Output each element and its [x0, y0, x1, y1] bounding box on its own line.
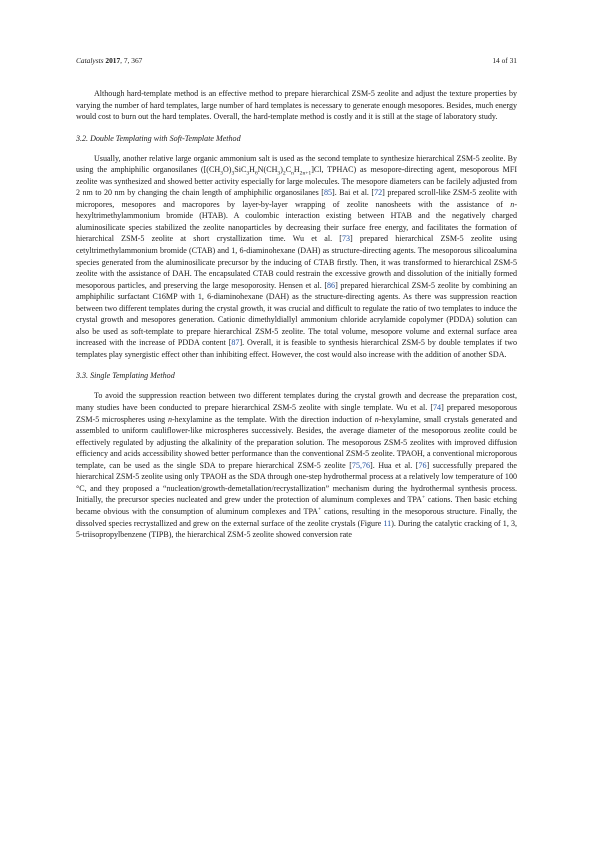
paragraph-double-templating: Usually, another relative large organic ammonium salt is used as the second template to synthesize hierarchical ZSM-5 zeolite. By using the amphiphilic organosilanes ($[(CH_3O)_3SiC_3H_6N(CH_3)_2C_nH_{2n+1}]Cl$, TPHAC) as mesopore-directing agent, mesoporous MFI zeolite was synthesized and showed better activity especially for large molecules. The mesopore diameters can be facilely adjusted from 2 nm to 20 nm by changing the chain length of amphiphilic organosilanes [85]. Bai et al. [72] prepared scroll-like ZSM-5 zeolite with micropores, mesopores and macropores by layer-by-layer wrapping of zeolite nanosheets with the assistance of n-hexyltrimethylammonium bromide (HTAB). A coulombic interaction existing between HTAB and the negatively charged aluminosilicate species stabilized the zeolite nanoparticles by decreasing their surface free energy, and facilitates the formation of hierarchical ZSM-5 zeolite at short crystallization time. Wu et al. [73] prepared hierarchical ZSM-5 zeolite using cetyltrimethylammonium bromide (CTAB) and 1, 6-diaminohexane (DAH) as structure-directing agents. The mesoporous silicoalumina species generated from the aluminosilicate precursor by the inducing of CTAB firstly. Then, it was transformed to hierarchical ZSM-5 zeolite with the assistance of DAH. The encapsulated CTAB could restrain the excessive growth and dissolution of the initially formed mesoporous particles, and preserving the large mesoporosity. Hensen et al. [86] prepared hierarchical ZSM-5 zeolite by combining an amphiphilic surfactant C16MP with 1, 6-diaminohexane (DAH) as the structure-directing agents. As there was suppression reaction between two different templates during the crystal growth, it was crucial and difficult to regulate the ratio of two templates to induce the crystal growth and mesopores generation. Cationic dimethyldiallyl ammonium chloride acrylamide copolymer (PDDA) solution can also be used as soft-template to prepare hierarchical ZSM-5 zeolite. The total volume, mesopore volume and external surface area increased with the increase of PDDA content [87]. Overall, it is feasible to synthesis hierarchical ZSM-5 by double templates if two templates play synergistic effect other than inhibiting effect. However, the cost would also increase with the addition of another SDA. [76, 153, 517, 359]
journal-citation [76, 56, 142, 68]
figure-link-11[interactable]: 11 [383, 518, 392, 528]
paragraph-hard-template-summary: Although hard-template method is an effective method to prepare hierarchical ZSM-5 zeolite and adjust the texture properties by varying the number of hard templates, large number of hard templates is necessary to generate enough mesopores. Besides, much energy would cost to burn out the hard templates. Overall, the hard-template method is costly and it is still at the stage of laboratory study. [76, 89, 517, 122]
volume-pages: , 7, 367 [120, 56, 143, 65]
citation-link-75-76[interactable]: 75,76 [351, 460, 371, 470]
citation-link-72[interactable]: 72 [374, 188, 383, 198]
citation-link-85[interactable]: 85 [323, 188, 333, 198]
citation-link-73[interactable]: 73 [341, 234, 351, 244]
journal-year: 2017 [105, 56, 121, 65]
section-heading-3-3: 3.3. Single Templating Method [76, 371, 175, 381]
article-body [76, 88, 517, 541]
citation-link-87[interactable]: 87 [231, 338, 240, 348]
citation-link-74[interactable]: 74 [433, 403, 442, 413]
citation-link-76[interactable]: 76 [418, 460, 427, 470]
journal-name: Catalysts [76, 56, 104, 65]
section-heading-3-2: 3.2. Double Templating with Soft-Template Method [76, 133, 241, 143]
citation-link-86[interactable]: 86 [327, 280, 336, 290]
paragraph-single-templating: To avoid the suppression reaction between two different templates during the crystal growth and decrease the preparation cost, many studies have been conducted to prepare hierarchical ZSM-5 zeolite with single template. Wu et al. [74] prepared mesoporous ZSM-5 microspheres using n-hexylamine as the template. With the direction induction of n-hexylamine, small crystals generated and assembled to uniform cauliflower-like microspheres successively. Besides, the average diameter of the mesoporous zeolite could be effectively regulated by adjusting the alkalinity of the preparation solution. The mesoporous ZSM-5 zeolites with improved diffusion efficiency and acids accessibility showed better performance than the conventional ZSM-5 zeolite. TPAOH, a conventional microporous template, can be used as the single SDA to prepare hierarchical ZSM-5 zeolite [75,76]. Hua et al. [76] successfully prepared the hierarchical ZSM-5 zeolite using only TPAOH as the SDA through one-step hydrothermal process at a relatively low temperature of 100 °C, and they proposed a “nucleation/growth-demetallation/recrystallization” mechanism during the hydrothermal synthesis process. Initially, the precursor species nucleated and grew under the protection of aluminum complexes and TPA+ cations. Then basic etching became obvious with the consumption of aluminum complexes and TPA+ cations, resulting in the mesoporous structure. Finally, the dissolved species recrystallized and grew on the external surface of the zeolite crystals (Figure 11). During the catalytic cracking of 1, 3, 5-triisopropylbenzene (TIPB), the hierarchical ZSM-5 zeolite showed conversion rate [76, 391, 517, 540]
page-number: 14 of 31 [492, 56, 517, 65]
page-header [76, 56, 517, 68]
